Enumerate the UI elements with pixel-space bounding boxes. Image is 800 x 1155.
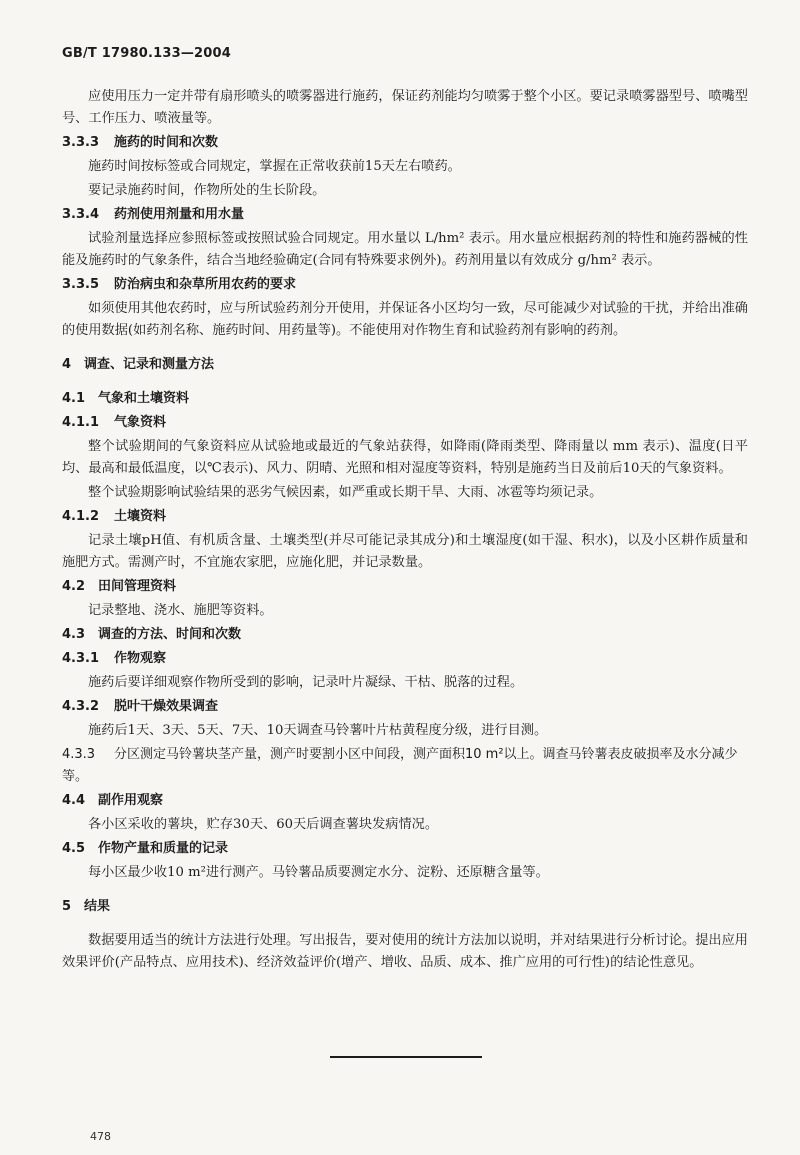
section-heading-4-1 <box>62 388 748 410</box>
body-content <box>62 86 748 976</box>
paragraph: 施药时间按标签或合同规定，掌握在正常收获前15天左右喷药。 <box>88 159 461 174</box>
section-number: 4.1.2 <box>62 509 100 524</box>
section-number: 4.1 <box>62 391 86 406</box>
section-title: 防治病虫和杂草所用农药的要求 <box>114 277 297 292</box>
paragraph: 每小区最少收10 m²进行测产。马铃薯品质要测定水分、淀粉、还原糖含量等。 <box>88 865 549 880</box>
section-title: 施药的时间和次数 <box>114 135 219 150</box>
section-heading-3-3-5 <box>62 274 748 296</box>
paragraph: 整个试验期影响试验结果的恶劣气候因素，如严重或长期干旱、大雨、冰雹等均须记录。 <box>88 485 603 500</box>
section-heading-4-3 <box>62 624 748 646</box>
section-heading-4-1-2 <box>62 506 748 528</box>
section-title: 土壤资料 <box>114 509 167 524</box>
section-title: 分区测定马铃薯块茎产量，测产时要割小区中间段，测产面积10 m²以上。调查马铃薯表皮破损率及水分减少等。 <box>62 747 738 784</box>
paragraph: 记录土壤pH值、有机质含量、土壤类型(并尽可能记录其成分)和土壤湿度(如干湿、积水)，以及小区耕作质量和施肥方式。需测产时，不宜施农家肥，应施化肥，并记录数量。 <box>62 533 748 570</box>
end-rule <box>330 1056 482 1058</box>
section-title: 作物产量和质量的记录 <box>98 841 229 856</box>
section-number: 4 <box>62 357 72 372</box>
section-heading-4-2 <box>62 576 748 598</box>
section-heading-3-3-4 <box>62 204 748 226</box>
section-heading-3-3-3 <box>62 132 748 154</box>
paragraph: 各小区采收的薯块，贮存30天、60天后调查薯块发病情况。 <box>88 817 439 832</box>
section-number: 4.3.3 <box>62 747 96 762</box>
paragraph: 记录整地、浇水、施肥等资料。 <box>88 603 273 618</box>
section-title: 气象资料 <box>114 415 167 430</box>
section-heading-4-1-1 <box>62 412 748 434</box>
standard-header: GB/T 17980.133—2004 <box>62 46 232 61</box>
section-heading-5 <box>62 896 748 918</box>
section-title: 调查、记录和测量方法 <box>84 357 215 372</box>
section-title: 调查的方法、时间和次数 <box>98 627 242 642</box>
section-title: 作物观察 <box>114 651 167 666</box>
section-heading-4-3-1 <box>62 648 748 670</box>
paragraph: 整个试验期间的气象资料应从试验地或最近的气象站获得，如降雨(降雨类型、降雨量以 mm 表示)、温度(日平均、最高和最低温度，以℃表示)、风力、阴晴、光照和相对湿度等资料，特别是施药当日及前后10天的气象资料。 <box>62 439 748 476</box>
paragraph: 数据要用适当的统计方法进行处理。写出报告，要对使用的统计方法加以说明，并对结果进行分析讨论。提出应用效果评价(产品特点、应用技术)、经济效益评价(增产、增收、品质、成本、推广应用的可行性)的结论性意见。 <box>62 933 748 970</box>
section-heading-4-5 <box>62 838 748 860</box>
section-heading-4-4 <box>62 790 748 812</box>
section-number: 3.3.3 <box>62 135 100 150</box>
paragraph: 试验剂量选择应参照标签或按照试验合同规定。用水量以 L/hm² 表示。用水量应根据药剂的特性和施药器械的性能及施药时的气象条件，结合当地经验确定(合同有特殊要求例外)。药剂用量以有效成分 g/hm² 表示。 <box>62 231 748 268</box>
section-title: 气象和土壤资料 <box>98 391 190 406</box>
section-heading-4 <box>62 354 748 376</box>
section-number: 4.3.1 <box>62 651 100 666</box>
paragraph: 应使用压力一定并带有扇形喷头的喷雾器进行施药，保证药剂能均匀喷雾于整个小区。要记录喷雾器型号、喷嘴型号、工作压力、喷液量等。 <box>62 89 748 126</box>
paragraph: 要记录施药时间，作物所处的生长阶段。 <box>88 183 326 198</box>
paragraph: 施药后要详细观察作物所受到的影响，记录叶片凝绿、干枯、脱落的过程。 <box>88 675 524 690</box>
section-number: 4.3.2 <box>62 699 100 714</box>
section-title: 田间管理资料 <box>98 579 177 594</box>
section-number: 5 <box>62 899 72 914</box>
section-number: 4.4 <box>62 793 86 808</box>
section-title: 脱叶干燥效果调查 <box>114 699 219 714</box>
section-number: 4.5 <box>62 841 86 856</box>
section-title: 药剂使用剂量和用水量 <box>114 207 245 222</box>
page-number: 478 <box>90 1130 111 1143</box>
paragraph: 如须使用其他农药时，应与所试验药剂分开使用，并保证各小区均匀一致，尽可能减少对试验的干扰，并给出准确的使用数据(如药剂名称、施药时间、用药量等)。不能使用对作物生育和试验药剂有影响的药剂。 <box>62 301 748 338</box>
section-number: 4.2 <box>62 579 86 594</box>
section-title: 结果 <box>84 899 111 914</box>
section-number: 3.3.5 <box>62 277 100 292</box>
section-number: 3.3.4 <box>62 207 100 222</box>
section-title: 副作用观察 <box>98 793 164 808</box>
section-number: 4.1.1 <box>62 415 100 430</box>
section-heading-4-3-2 <box>62 696 748 718</box>
paragraph: 施药后1天、3天、5天、7天、10天调查马铃薯叶片枯黄程度分级，进行目测。 <box>88 723 548 738</box>
section-number: 4.3 <box>62 627 86 642</box>
section-heading-4-3-3 <box>62 744 748 788</box>
